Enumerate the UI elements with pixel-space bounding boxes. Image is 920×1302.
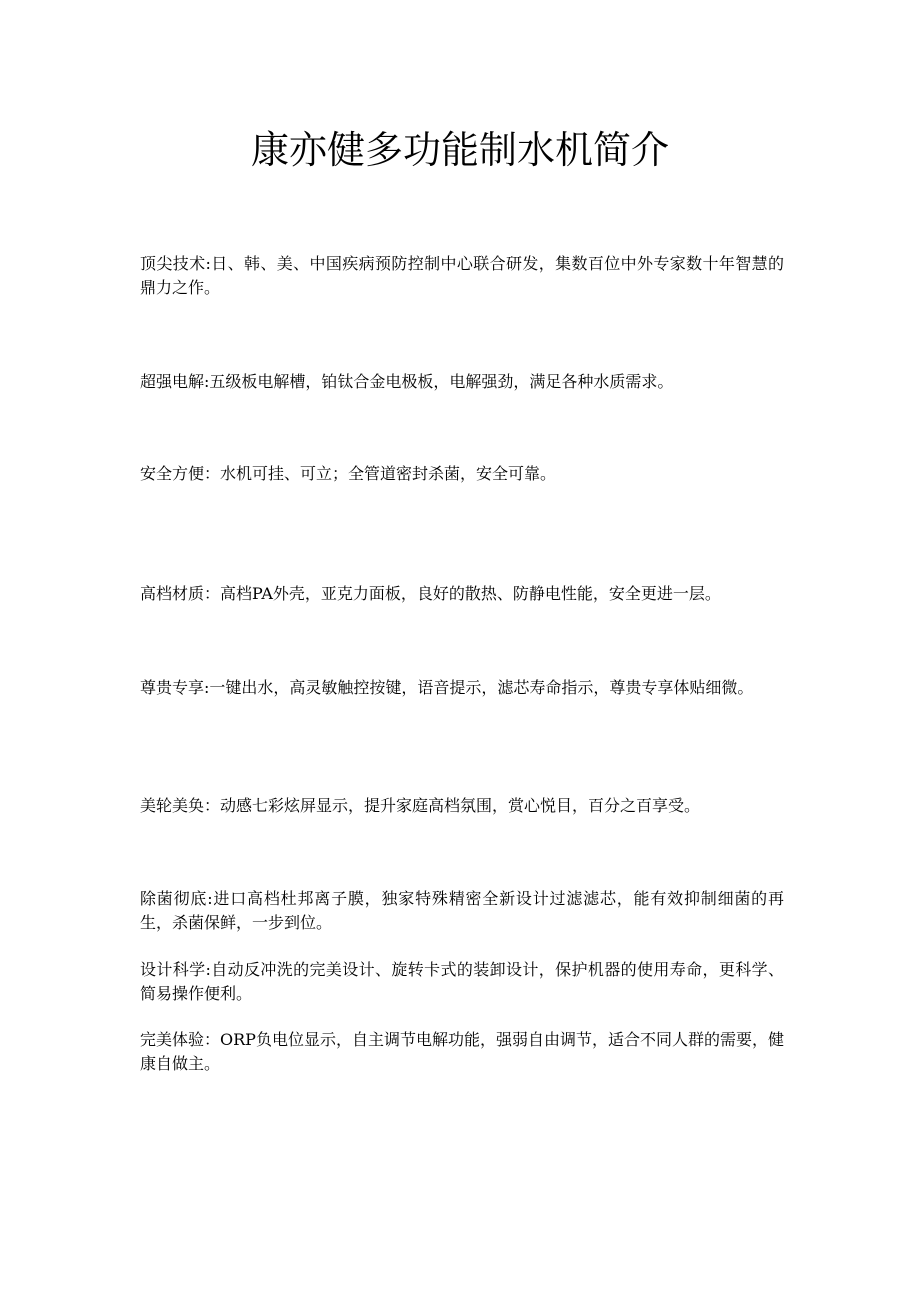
paragraph-text: 自动反冲洗的完美设计、旋转卡式的装卸设计，保护机器的使用寿命，更科学、简易操作便利。: [140, 960, 784, 1003]
paragraph-label: 尊贵专享:: [140, 678, 210, 697]
paragraph-label: 完美体验：: [140, 1030, 221, 1049]
paragraph-label: 美轮美奂：: [140, 796, 221, 815]
paragraph-text: 进口高档杜邦离子膜，独家特殊精密全新设计过滤滤芯，能有效抑制细菌的再生，杀菌保鲜，一步到位。: [140, 889, 784, 932]
paragraph-experience: [140, 1028, 784, 1076]
document-title: 康亦健多功能制水机简介: [250, 128, 669, 172]
paragraph-electrolysis: [140, 370, 784, 394]
paragraph-text: 五级板电解槽，铂钛合金电极板，电解强劲，满足各种水质需求。: [209, 372, 674, 391]
paragraph-text: 一键出水，高灵敏触控按键，语音提示，滤芯寿命指示，尊贵专享体贴细微。: [209, 678, 754, 697]
paragraph-safety: [140, 462, 784, 486]
paragraph-text: 日、韩、美、中国疾病预防控制中心联合研发，集数百位中外专家数十年智慧的鼎力之作。: [140, 254, 784, 297]
paragraph-design: [140, 958, 784, 1006]
paragraph-sterilization: [140, 887, 784, 935]
paragraph-label: 超强电解:: [140, 372, 210, 391]
paragraph-text: ORP负电位显示，自主调节电解功能，强弱自由调节，适合不同人群的需要，健康自做主。: [140, 1030, 784, 1073]
paragraph-label: 顶尖技术:: [140, 254, 211, 273]
paragraph-text: 水机可挂、可立；全管道密封杀菌，安全可靠。: [220, 464, 557, 483]
paragraph-display: [140, 794, 784, 818]
paragraph-label: 设计科学:: [140, 960, 211, 979]
paragraph-exclusive: [140, 676, 784, 700]
paragraph-top-technology: [140, 252, 784, 300]
paragraph-materials: [140, 582, 784, 606]
paragraph-label: 安全方便：: [140, 464, 221, 483]
paragraph-text: 动感七彩炫屏显示，提升家庭高档氛围，赏心悦目，百分之百享受。: [220, 796, 701, 815]
paragraph-label: 高档材质：: [140, 584, 221, 603]
paragraph-label: 除菌彻底:: [140, 889, 213, 908]
paragraph-text: 高档PA外壳，亚克力面板，良好的散热、防静电性能，安全更进一层。: [220, 584, 721, 603]
